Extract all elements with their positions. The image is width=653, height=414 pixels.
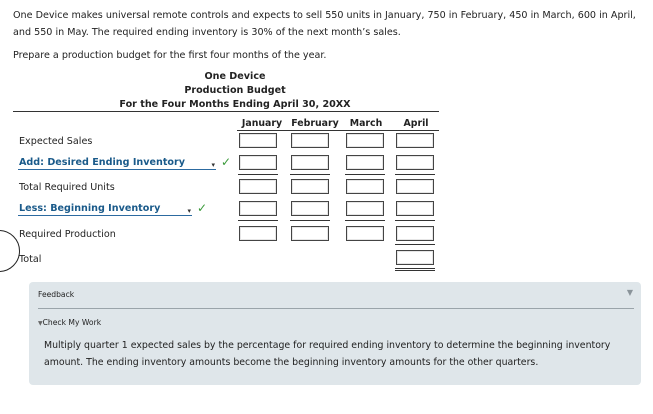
check-my-work-label: Check My Work <box>42 318 102 327</box>
total-input[interactable] <box>396 250 434 265</box>
row-label-total: Total <box>19 254 42 265</box>
subtotal-rule <box>395 174 435 175</box>
beginning-inventory-april-input[interactable] <box>396 201 434 216</box>
feedback-panel <box>29 282 641 385</box>
subtotal-rule <box>290 220 330 221</box>
column-header-april: April <box>403 118 429 129</box>
ending-inventory-march-input[interactable] <box>346 155 384 170</box>
header-rule <box>13 111 439 112</box>
feedback-text: Multiply quarter 1 expected sales by the percentage for required ending inventory to determine the beginning inventory amount. The ending inventory amounts become the beginning inventory amounts for the other quarters. <box>44 340 611 368</box>
expected-sales-march-input[interactable] <box>346 133 384 148</box>
expected-sales-january-input[interactable] <box>239 133 277 148</box>
total-required-february-input[interactable] <box>291 179 329 194</box>
total-rule <box>395 244 435 245</box>
required-production-march-input[interactable] <box>346 226 384 241</box>
beginning-inventory-select-value: Less: Beginning Inventory <box>19 203 161 214</box>
feedback-divider <box>38 308 634 309</box>
subtotal-rule <box>395 220 435 221</box>
column-header-rule <box>237 130 439 131</box>
ending-inventory-january-input[interactable] <box>239 155 277 170</box>
desired-ending-inventory-select[interactable] <box>18 157 216 170</box>
beginning-inventory-select[interactable] <box>18 203 192 216</box>
chevron-down-icon: ▾ <box>211 161 215 169</box>
required-production-february-input[interactable] <box>291 226 329 241</box>
total-required-january-input[interactable] <box>239 179 277 194</box>
required-production-january-input[interactable] <box>239 226 277 241</box>
check-my-work-toggle[interactable] <box>38 318 101 327</box>
desired-ending-inventory-select-value: Add: Desired Ending Inventory <box>19 157 185 168</box>
budget-period: For the Four Months Ending April 30, 20XX <box>119 99 351 110</box>
subtotal-rule <box>290 174 330 175</box>
subtotal-rule <box>238 220 278 221</box>
expand-triangle-icon: ▼ <box>38 320 43 327</box>
total-required-april-input[interactable] <box>396 179 434 194</box>
row-label-required-production: Required Production <box>19 229 116 240</box>
column-header-february: February <box>291 118 339 129</box>
checkmark-icon: ✓ <box>197 201 208 215</box>
subtotal-rule <box>345 174 385 175</box>
partial-circle-decoration <box>0 230 20 272</box>
beginning-inventory-february-input[interactable] <box>291 201 329 216</box>
required-production-april-input[interactable] <box>396 226 434 241</box>
beginning-inventory-january-input[interactable] <box>239 201 277 216</box>
column-header-march: March <box>349 118 383 129</box>
collapse-arrow-icon[interactable]: ▼ <box>626 288 633 297</box>
row-label-expected-sales: Expected Sales <box>19 136 93 147</box>
expected-sales-april-input[interactable] <box>396 133 434 148</box>
double-rule-top <box>395 268 435 269</box>
row-label-total-required-units: Total Required Units <box>19 182 115 193</box>
budget-company: One Device <box>204 71 266 82</box>
chevron-down-icon: ▾ <box>187 207 191 215</box>
budget-title: Production Budget <box>184 85 286 96</box>
beginning-inventory-march-input[interactable] <box>346 201 384 216</box>
feedback-title: Feedback <box>38 290 75 299</box>
column-header-january: January <box>241 118 283 129</box>
subtotal-rule <box>345 220 385 221</box>
total-required-march-input[interactable] <box>346 179 384 194</box>
instruction-text: Prepare a production budget for the first four months of the year. <box>13 50 327 61</box>
expected-sales-february-input[interactable] <box>291 133 329 148</box>
problem-statement: One Device makes universal remote controls and expects to sell 550 units in January, 750 in February, 450 in March, 600 in April, and 550 in May. The required ending inventory is 30% of the next month’s sales. <box>13 10 636 38</box>
subtotal-rule <box>238 174 278 175</box>
ending-inventory-february-input[interactable] <box>291 155 329 170</box>
checkmark-icon: ✓ <box>221 155 232 169</box>
double-rule-bottom <box>395 270 435 271</box>
ending-inventory-april-input[interactable] <box>396 155 434 170</box>
